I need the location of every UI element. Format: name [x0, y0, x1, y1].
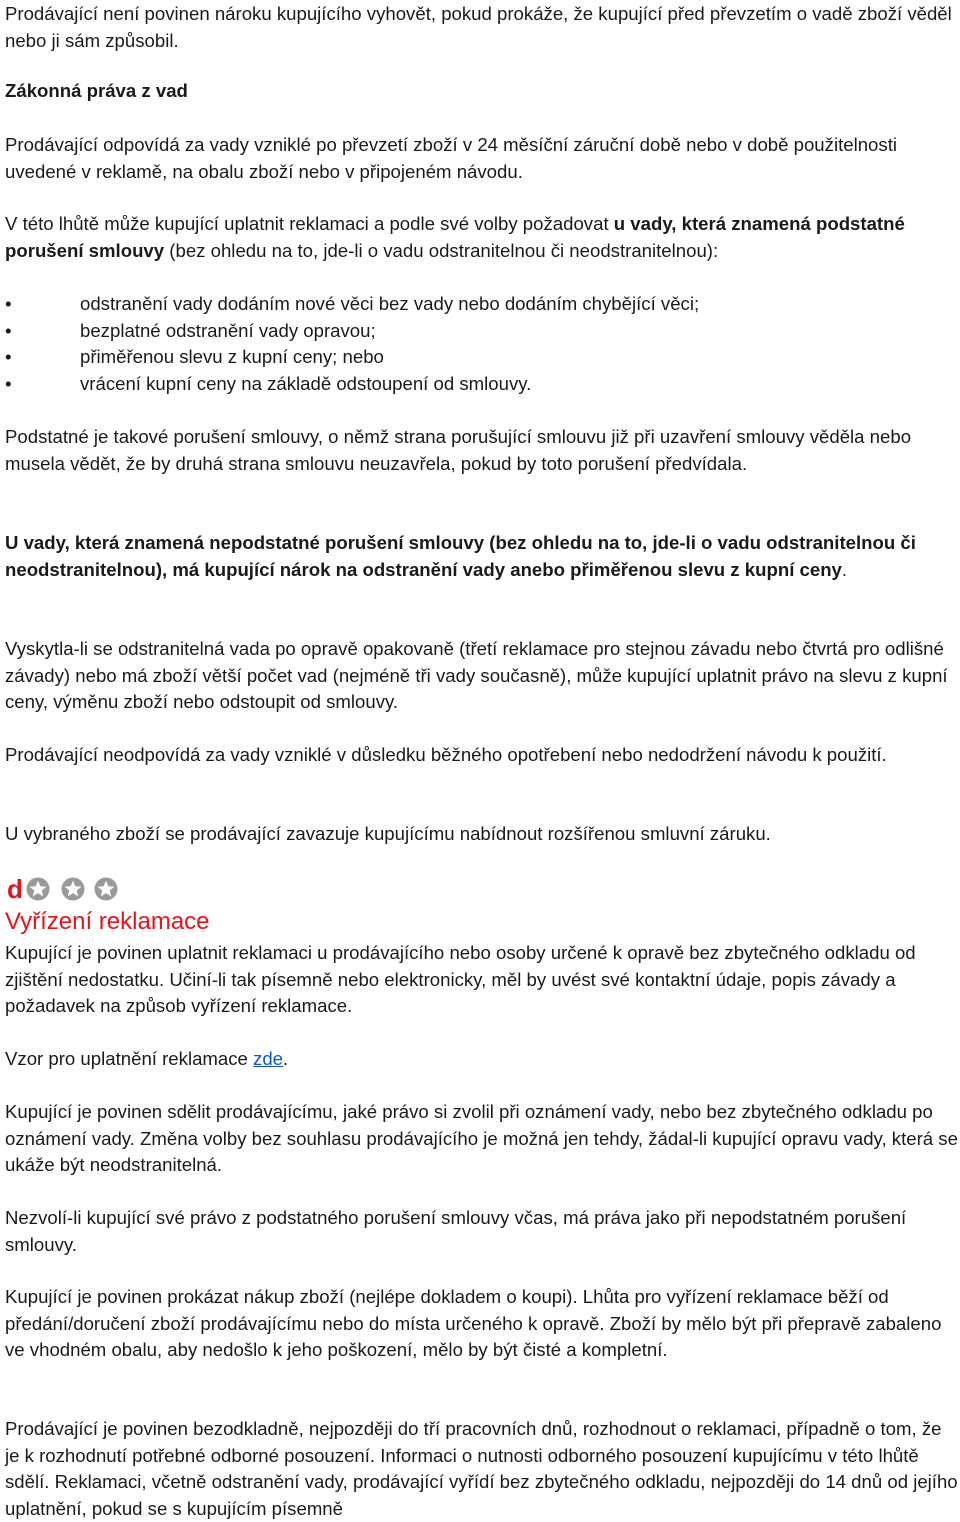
- list-item: [5, 344, 955, 371]
- bullet-icon: •: [5, 293, 12, 314]
- paragraph-repeated-defects: Vyskytla-li se odstranitelná vada po opravě opakovaně (třetí reklamace pro stejnou závadu nebo čtvrtá pro odlišné závady) nebo má zboží větší počet vad (nejméně tři vady současně), může kupující uplatnit právo na slevu z kupní ceny, výměnu zboží nebo odstoupit od smlouvy.: [5, 638, 948, 712]
- list-item-text: vrácení kupní ceny na základě odstoupení od smlouvy.: [80, 372, 532, 394]
- claim-template-text: Vzor pro uplatnění reklamace: [5, 1048, 254, 1069]
- star-icon: [95, 878, 118, 901]
- claim-period-bold: u vady, která znamená podstatné porušení smlouvy: [5, 213, 905, 261]
- paragraph-claim-submission: Kupující je povinen uplatnit reklamaci u prodávajícího nebo osoby určené k opravě bez zbytečného odkladu od zjištění nedostatku. Učiní-li tak písemně nebo elektronicky, měl by uvést své kontaktní údaje, popis závady a požadavek na způsob vyřízení reklamace.: [5, 942, 916, 1016]
- paragraph-extended-warranty: U vybraného zboží se prodávající zavazuje kupujícímu nabídnout rozšířenou smluvní záruku.: [5, 823, 771, 844]
- bullet-icon: •: [5, 319, 12, 341]
- paragraph-late-choice: Nezvolí-li kupující své právo z podstatného porušení smlouvy včas, má práva jako při nepodstatném porušení smlouvy.: [5, 1207, 907, 1255]
- list-item-text: přiměřenou slevu z kupní ceny; nebo: [80, 346, 384, 367]
- svg-text:d: d: [7, 875, 23, 903]
- list-item: [5, 291, 955, 318]
- insubstantial-breach-bold: U vady, která znamená nepodstatné porušení smlouvy (bez ohledu na to, jde-li o vadu odstranitelnou či neodstranitelnou), má kupující nárok na odstranění vady anebo přiměřenou slevu z kupní ceny: [5, 532, 916, 580]
- paragraph-decision-deadline: Prodávající je povinen bezodkladně, nejpozději do tří pracovních dnů, rozhodnout o reklamaci, případně o tom, že je k rozhodnutí potřebné odborné posouzení. Informaci o nutnosti odborného posouzení kupujícímu v této lhůtě sdělí. Reklamaci, včetně odstranění vady, prodávající vyřídí bez zbytečného odkladu, nejpozději do 14 dnů od jejího uplatnění, pokud se s kupujícím písemně: [5, 1418, 958, 1519]
- paragraph-claim-period: [5, 211, 955, 264]
- claim-period-text-a: V této lhůtě může kupující uplatnit reklamaci a podle své volby požadovat: [5, 213, 614, 234]
- insubstantial-breach-period: .: [841, 558, 848, 580]
- paragraph-choice-of-right: Kupující je povinen sdělit prodávajícímu, jaké právo si zvolil při oznámení vady, nebo bez zbytečného odkladu po oznámení vady. Změna volby bez souhlasu prodávajícího je možná jen tehdy, žádal-li kupující opravu vady, která se ukáže být neodstranitelná.: [5, 1101, 958, 1175]
- logo-graphic: [7, 875, 119, 903]
- section-title-claims: Vyřízení reklamace: [5, 908, 210, 935]
- claim-template-period: .: [283, 1048, 289, 1069]
- heading-legal-rights: Zákonná práva z vad: [5, 80, 188, 101]
- paragraph-insubstantial-breach: [5, 530, 955, 583]
- list-item-text: odstranění vady dodáním nové věci bez vady nebo dodáním chybějící věci;: [80, 293, 700, 314]
- bullet-icon: •: [5, 372, 12, 394]
- star-icon: [27, 878, 50, 901]
- remedies-list: [5, 291, 955, 397]
- list-item-text: bezplatné odstranění vady opravou;: [80, 319, 376, 341]
- paragraph-seller-liability: Prodávající odpovídá za vady vzniklé po převzetí zboží v 24 měsíční záruční době nebo v době použitelnosti uvedené v reklamě, na obalu zboží nebo v připojeném návodu.: [5, 134, 897, 182]
- paragraph-wear-and-tear: Prodávající neodpovídá za vady vzniklé v důsledku běžného opotřebení nebo nedodržení návodu k použití.: [5, 744, 887, 765]
- claim-template-link[interactable]: zde: [253, 1048, 284, 1069]
- paragraph-seller-not-obliged: Prodávající není povinen nároku kupujícího vyhovět, pokud prokáže, že kupující před převzetím o vadě zboží věděl nebo ji sám způsobil.: [5, 3, 952, 51]
- paragraph-proof-of-purchase: Kupující je povinen prokázat nákup zboží (nejlépe dokladem o koupi). Lhůta pro vyřízení reklamace běží od předání/doručení zboží prodávajícímu nebo do místa určeného k opravě. Zboží by mělo být při přepravě zabaleno ve vhodném obalu, aby nedošlo k jeho poškození, mělo by být čisté a kompletní.: [5, 1286, 942, 1360]
- list-item: [5, 318, 955, 345]
- paragraph-substantial-breach: Podstatné je takové porušení smlouvy, o němž strana porušující smlouvu již při uzavření smlouvy věděla nebo musela vědět, že by druhá strana smlouvu neuzavřela, pokud by toto porušení předvídala.: [5, 426, 912, 474]
- list-item: [5, 371, 955, 398]
- star-icon: [62, 878, 85, 901]
- bullet-icon: •: [5, 346, 12, 367]
- claim-period-text-c: (bez ohledu na to, jde-li o vadu odstranitelnou či neodstranitelnou):: [164, 239, 719, 261]
- brand-logo: [7, 875, 119, 903]
- paragraph-claim-template: [5, 1046, 955, 1073]
